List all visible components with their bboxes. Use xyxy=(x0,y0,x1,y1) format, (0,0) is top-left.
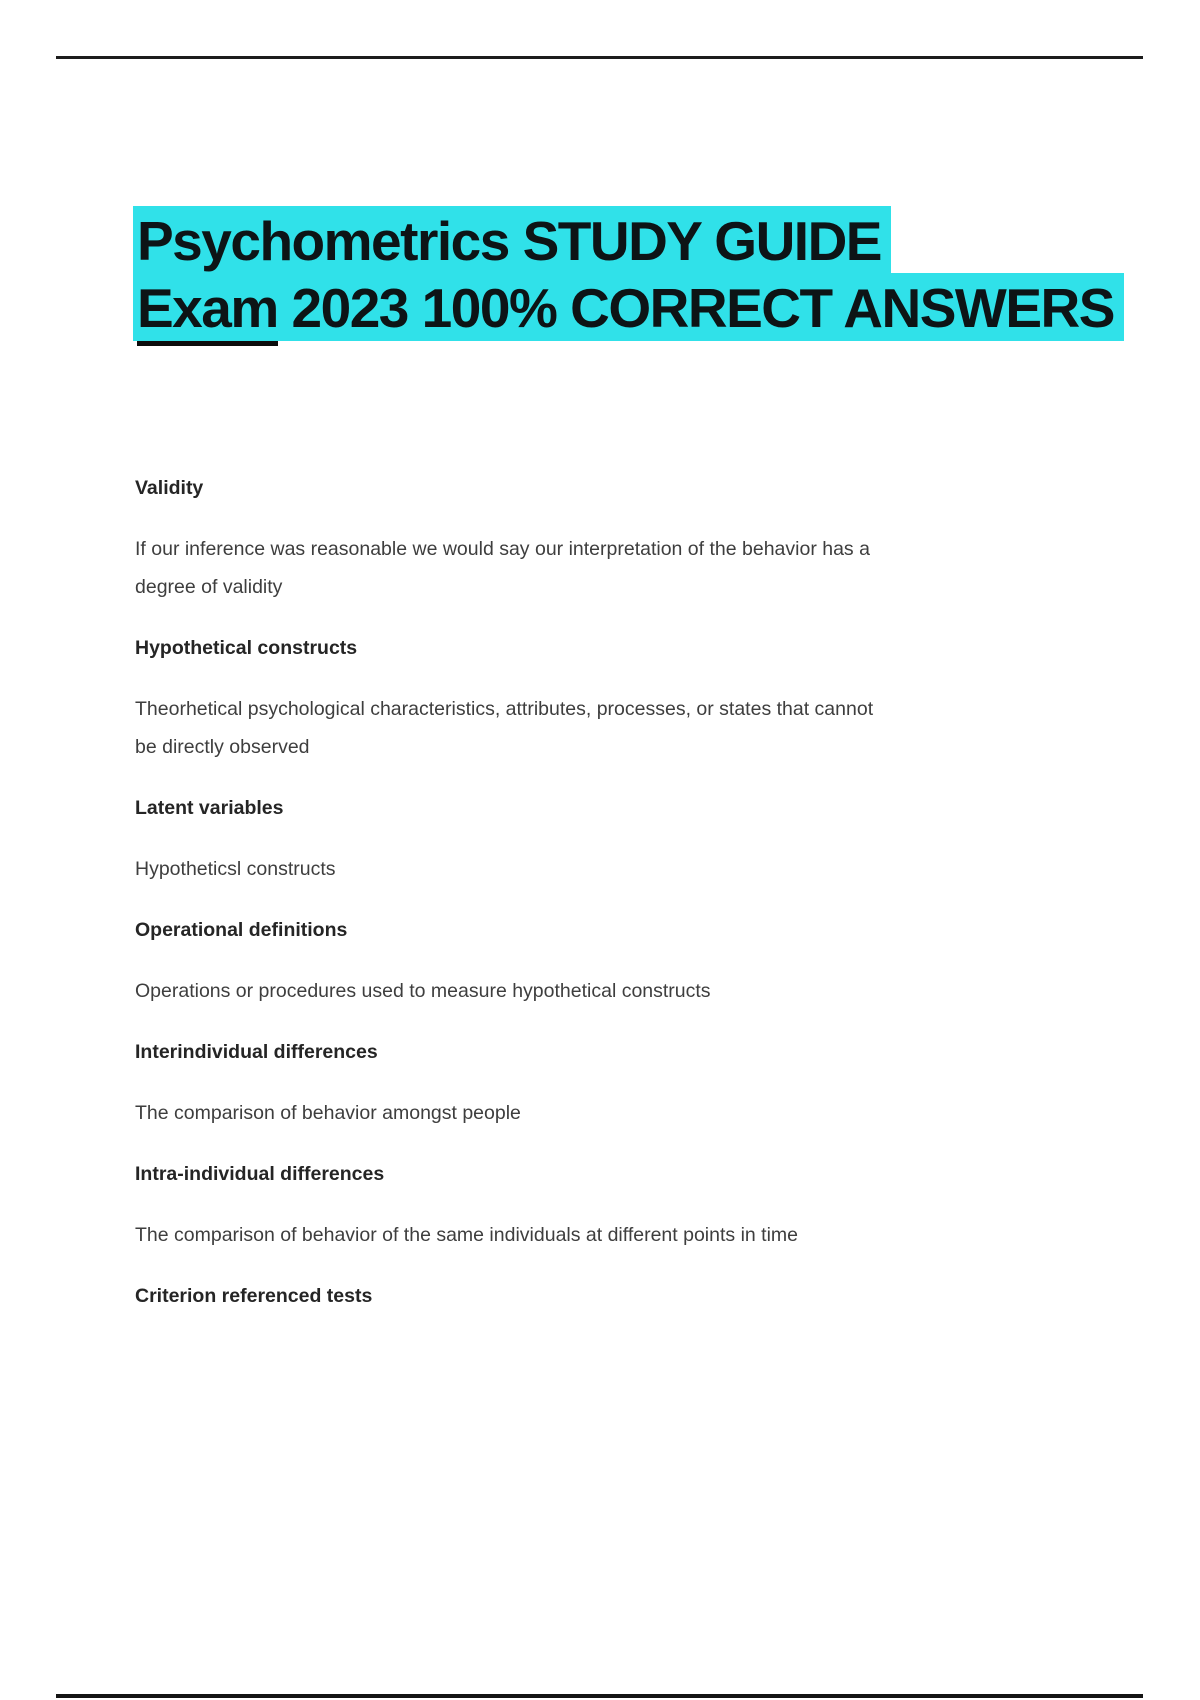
definition-line: Hypotheticsl constructs xyxy=(135,858,336,880)
term-heading: Interindividual differences xyxy=(135,1041,378,1063)
title-line2-rest: 2023 100% CORRECT ANSWERS xyxy=(277,277,1114,339)
term-definition-section xyxy=(135,1277,1035,1315)
definitions-list xyxy=(135,469,1035,1338)
term-heading: Hypothetical constructs xyxy=(135,637,358,659)
term-definition-section xyxy=(135,629,1035,766)
definition-line: be directly observed xyxy=(135,736,310,758)
title-line2-highlighted xyxy=(133,273,1124,341)
page-title xyxy=(133,208,1124,342)
top-divider-line xyxy=(56,56,1143,59)
definition-line: Operations or procedures used to measure hypothetical constructs xyxy=(135,980,711,1002)
term-definition-section xyxy=(135,1033,1035,1132)
term-definition-section xyxy=(135,1155,1035,1254)
term-heading: Latent variables xyxy=(135,797,284,819)
bottom-divider-line xyxy=(56,1694,1143,1698)
title-line2-underlined-word: Exam xyxy=(137,277,278,346)
definition-line: If our inference was reasonable we would say our interpretation of the behavior has a xyxy=(135,538,870,560)
definition-paragraph xyxy=(135,530,1035,606)
term-heading: Intra-individual differences xyxy=(135,1163,385,1185)
definition-paragraph xyxy=(135,972,1035,1010)
definition-paragraph xyxy=(135,1216,1035,1254)
term-heading: Criterion referenced tests xyxy=(135,1285,373,1307)
term-heading: Validity xyxy=(135,477,204,499)
term-heading: Operational definitions xyxy=(135,919,348,941)
definition-line: Theorhetical psychological characteristics, attributes, processes, or states that cannot xyxy=(135,698,874,720)
term-definition-section xyxy=(135,911,1035,1010)
title-line1-highlighted-underlined: Psychometrics STUDY GUIDE xyxy=(133,206,891,279)
definition-paragraph xyxy=(135,690,1035,766)
definition-paragraph xyxy=(135,1094,1035,1132)
definition-line: The comparison of behavior amongst people xyxy=(135,1102,521,1124)
definition-paragraph xyxy=(135,850,1035,888)
definition-line: degree of validity xyxy=(135,576,283,598)
term-definition-section xyxy=(135,469,1035,606)
definition-line: The comparison of behavior of the same individuals at different points in time xyxy=(135,1224,798,1246)
term-definition-section xyxy=(135,789,1035,888)
